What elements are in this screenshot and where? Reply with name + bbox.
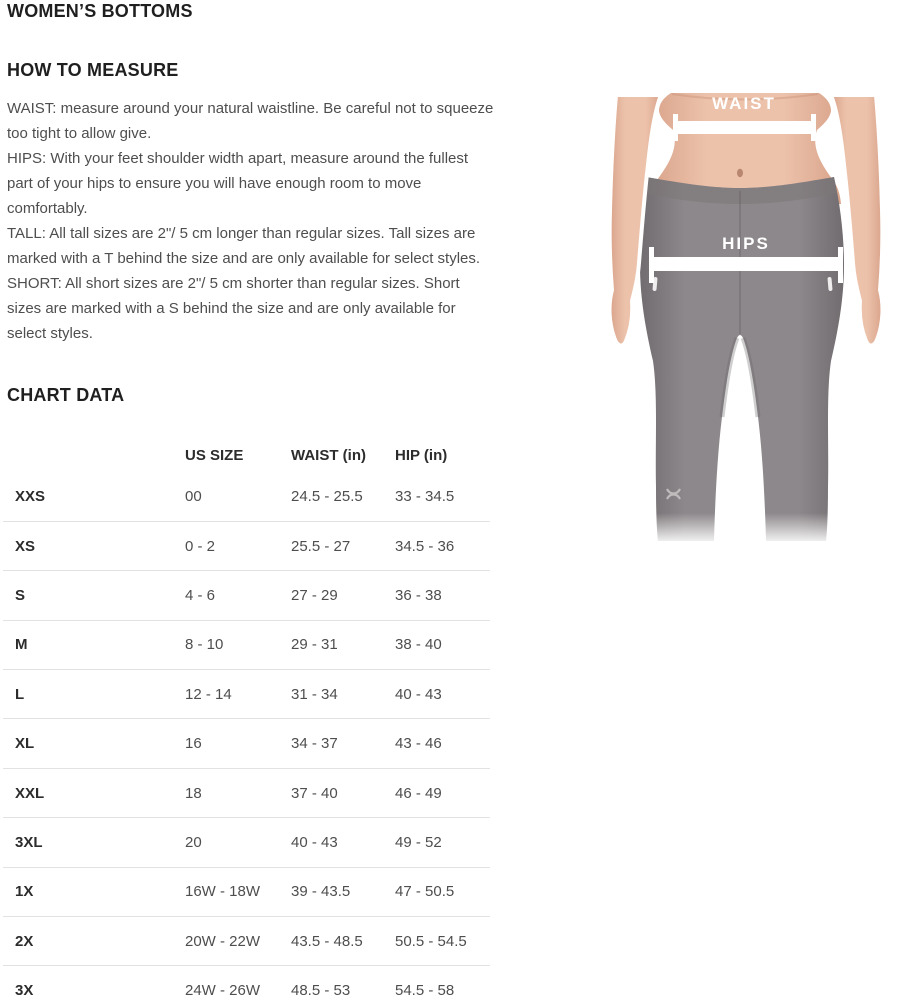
cell-us-size: 16 [185,719,291,768]
table-row [3,917,490,966]
model-figure [608,85,893,545]
cell-size: 1X [3,867,185,916]
cell-size: XXS [3,472,185,521]
table-row [3,719,490,768]
cell-us-size: 0 - 2 [185,521,291,570]
cell-waist: 24.5 - 25.5 [291,472,395,521]
cell-size: S [3,571,185,620]
cell-us-size: 20W - 22W [185,917,291,966]
navel [737,169,743,177]
table-row [3,472,490,521]
cell-size: M [3,620,185,669]
cell-waist: 39 - 43.5 [291,867,395,916]
header-size-empty [3,438,185,472]
cell-hip: 49 - 52 [395,818,490,867]
waist-label: WAIST [712,94,776,113]
cell-waist: 40 - 43 [291,818,395,867]
chart-data-heading: CHART DATA [7,385,125,405]
cell-hip: 46 - 49 [395,768,490,817]
cell-hip: 54.5 - 58 [395,982,455,1000]
hips-instruction: HIPS: With your feet shoulder width apart, measure around the fullest part of your hips to ensure you will have enough room to move comfortably. [7,150,469,217]
cell-us-size: 18 [185,768,291,817]
table-row [3,620,490,669]
figure-bottom-fade [608,513,893,545]
table-row [3,966,490,1000]
cell-us-size: 12 - 14 [185,670,291,719]
how-to-measure-heading: HOW TO MEASURE [7,60,179,80]
cell-size: L [3,670,185,719]
cell-waist: 29 - 31 [291,620,395,669]
size-table-body [3,472,490,1000]
leggings-shape [640,177,844,541]
cell-us-size: 24W - 26W [185,982,261,1000]
cell-hip: 50.5 - 54.5 [395,917,490,966]
tall-instruction: TALL: All tall sizes are 2"/ 5 cm longer than regular sizes. Tall sizes are marked with a T behind the size and are only available for select styles. [7,225,481,267]
short-instruction: SHORT: All short sizes are 2"/ 5 cm shorter than regular sizes. Short sizes are marked with a S behind the size and are only available for select styles. [7,275,460,342]
cell-hip: 40 - 43 [395,670,490,719]
cell-us-size: 16W - 18W [185,867,291,916]
waist-instruction: WAIST: measure around your natural waistline. Be careful not to squeeze too tight to allow give. [7,100,494,142]
cell-us-size: 8 - 10 [185,620,291,669]
cell-waist: 34 - 37 [291,719,395,768]
table-row [3,670,490,719]
table-row [3,521,490,570]
cell-size: XL [3,719,185,768]
header-hip: HIP (in) [395,446,448,464]
cell-waist: 25.5 - 27 [291,521,395,570]
cell-us-size: 20 [185,818,291,867]
table-row [3,818,490,867]
cell-hip: 38 - 40 [395,620,490,669]
table-header-row [3,438,490,472]
table-row [3,571,490,620]
table-row [3,768,490,817]
page-title: WOMEN’S BOTTOMS [7,1,193,21]
cell-size: XXL [3,768,185,817]
header-waist: WAIST (in) [291,446,366,464]
hips-label: HIPS [722,234,770,253]
figure-svg [608,85,893,545]
cell-size: XS [3,521,185,570]
size-table [3,438,490,1000]
header-us-size: US SIZE [185,446,244,464]
table-row [3,867,490,916]
cell-us-size: 00 [185,472,291,521]
cell-waist: 27 - 29 [291,571,395,620]
cell-hip: 36 - 38 [395,571,490,620]
cell-waist: 43.5 - 48.5 [291,917,395,966]
cell-size: 3XL [3,818,185,867]
cell-waist: 37 - 40 [291,768,395,817]
cell-waist: 48.5 - 53 [291,982,351,1000]
cell-size: 2X [3,917,185,966]
cell-us-size: 4 - 6 [185,571,291,620]
cell-hip: 43 - 46 [395,719,490,768]
measure-instructions [7,96,497,346]
cell-hip: 33 - 34.5 [395,472,490,521]
cell-size: 3X [15,982,34,1000]
cell-waist: 31 - 34 [291,670,395,719]
cell-hip: 34.5 - 36 [395,521,490,570]
cell-hip: 47 - 50.5 [395,867,490,916]
